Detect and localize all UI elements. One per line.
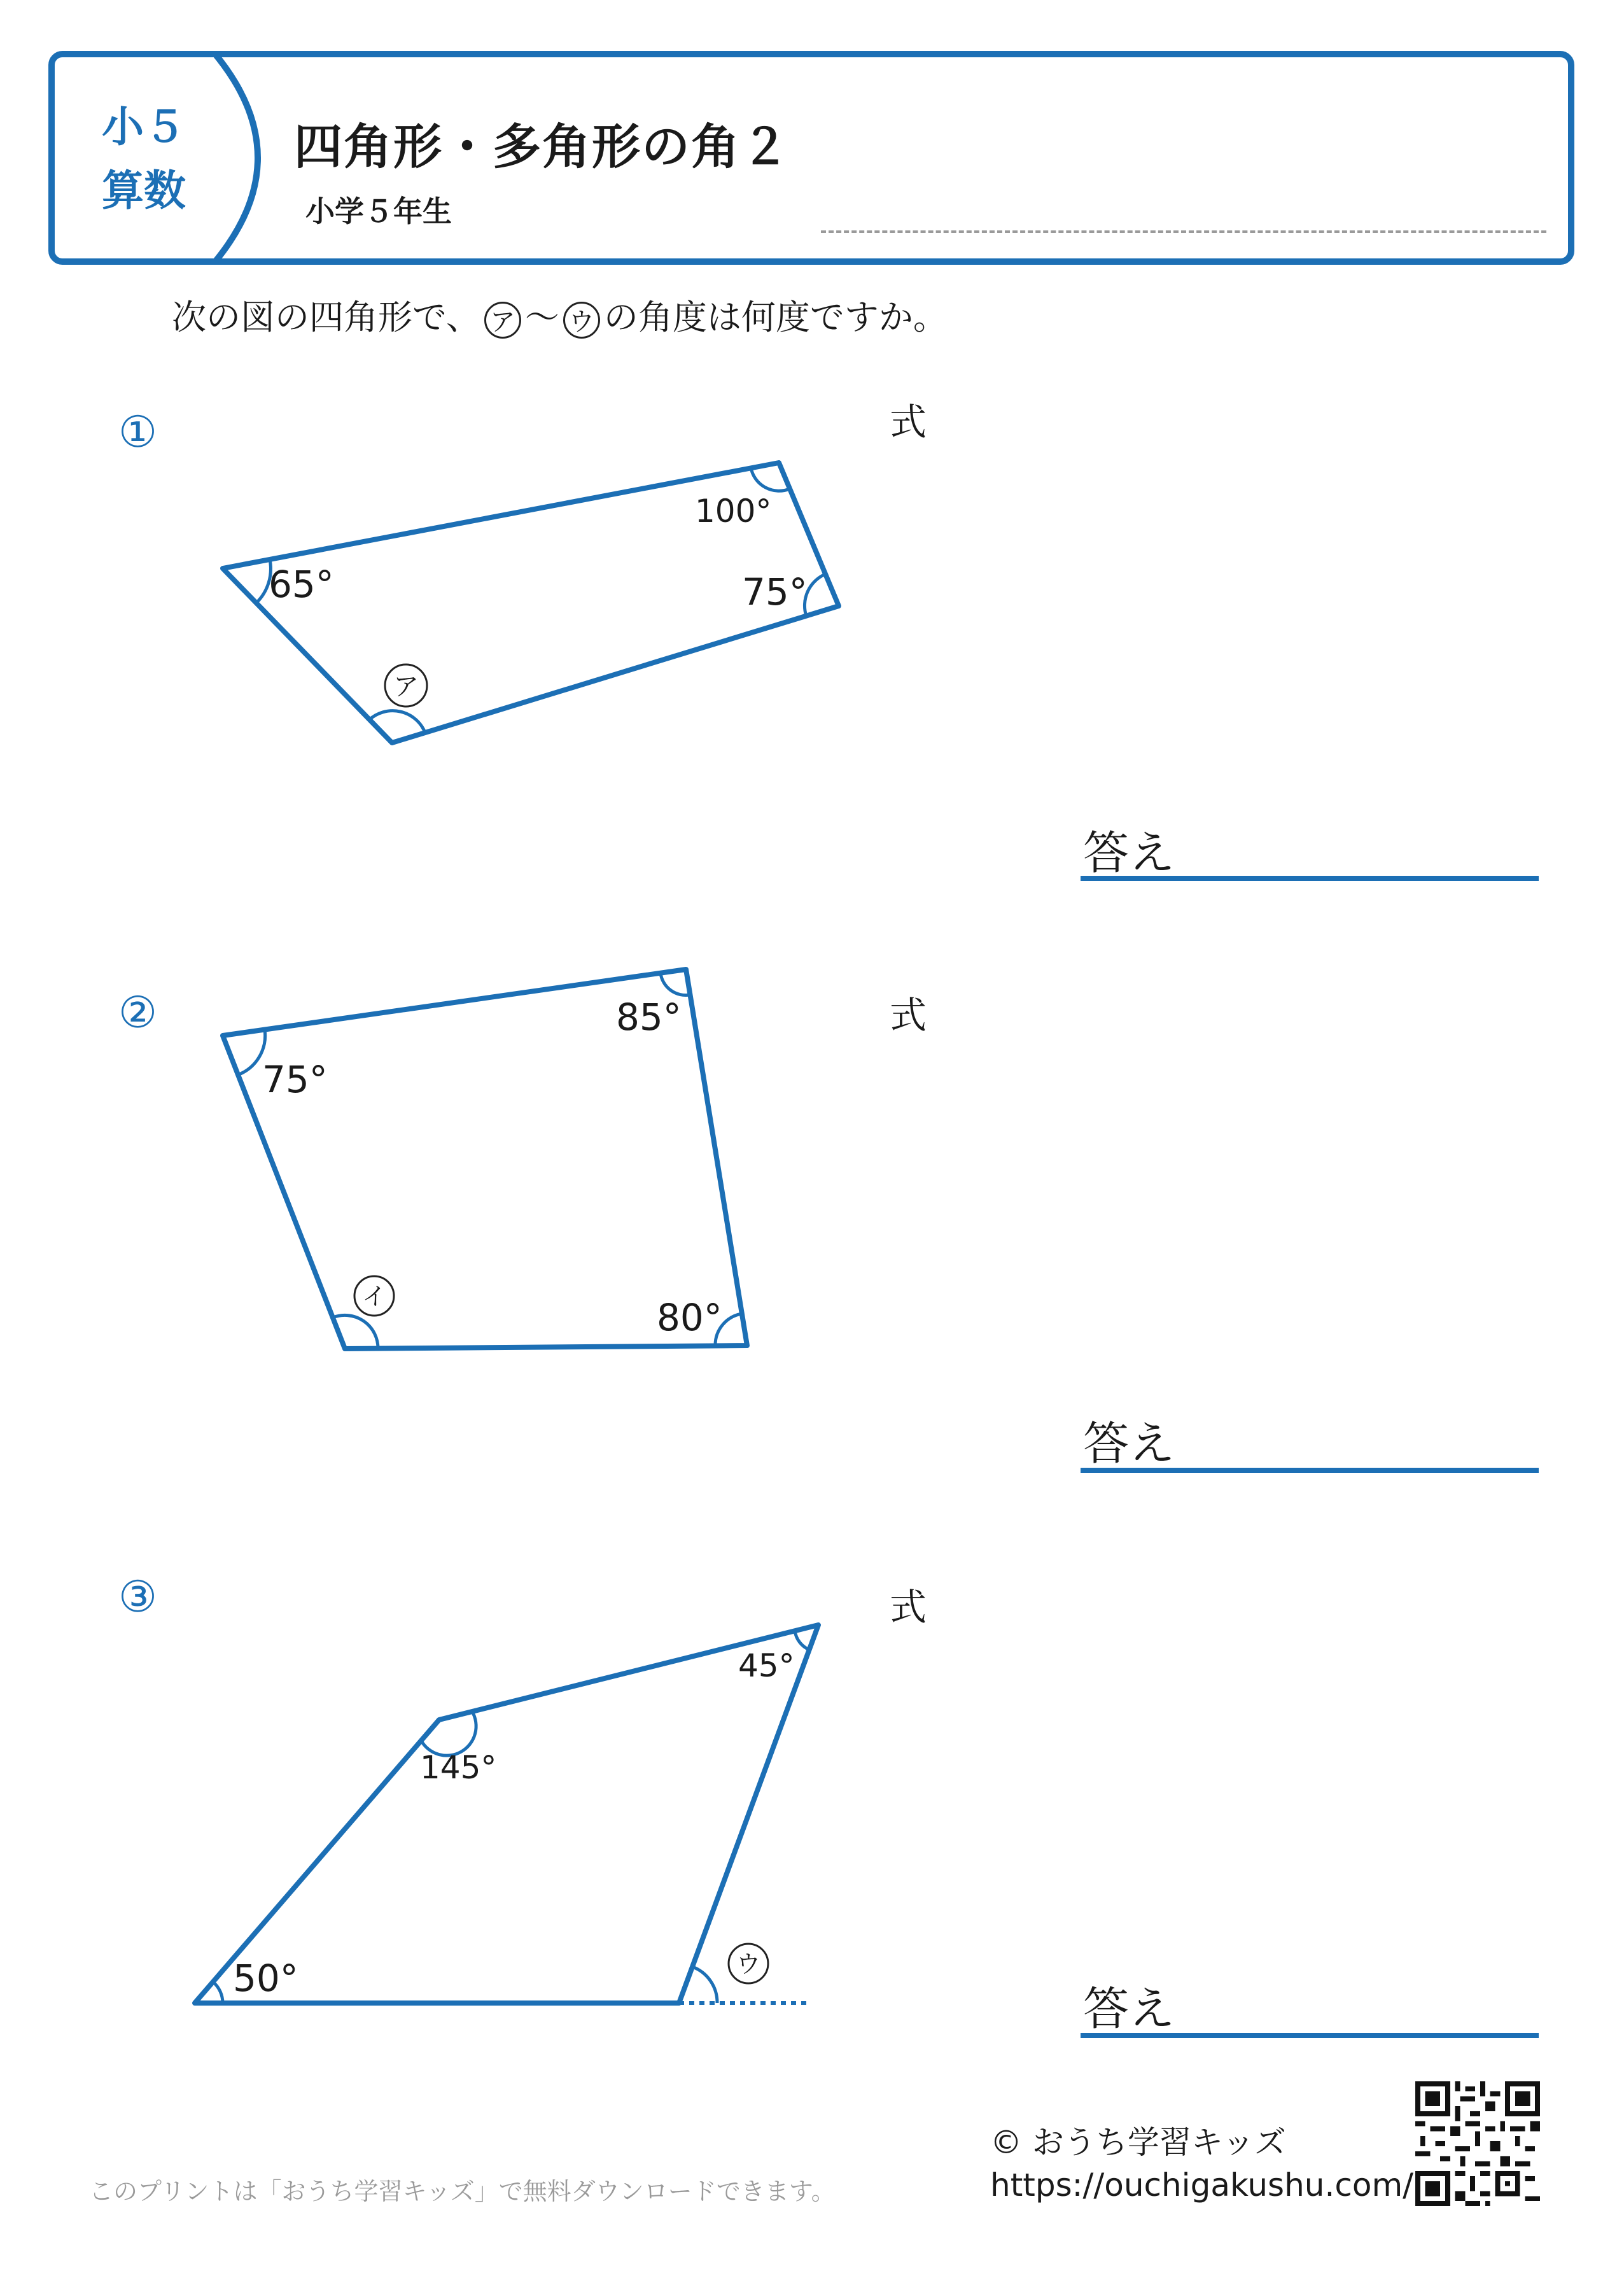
quad-1-arc-a bbox=[256, 559, 270, 603]
angle-label-1-a: 65° bbox=[269, 563, 334, 606]
quad-1-arc-b bbox=[751, 468, 790, 491]
quad-1-arc-c bbox=[804, 574, 825, 616]
problem-3-answer-line[interactable] bbox=[1081, 2033, 1539, 2038]
unknown-circle-3 bbox=[729, 1944, 768, 1983]
problem-2-number: ② bbox=[118, 988, 157, 1038]
quad-3-arc-c bbox=[795, 1631, 809, 1650]
problem-1-number: ① bbox=[118, 407, 157, 458]
problem-1-answer-line[interactable] bbox=[1081, 876, 1539, 881]
grade-label: 小５ bbox=[102, 102, 186, 151]
angle-label-3-b: 145° bbox=[420, 1749, 497, 1786]
angle-label-1-b: 100° bbox=[695, 493, 772, 530]
mark-start-circle: ア bbox=[484, 302, 521, 339]
grade-tab-divider bbox=[48, 51, 271, 265]
qr-code-icon[interactable] bbox=[1415, 2081, 1540, 2206]
site-url-link[interactable]: https://ouchigakushu.com/ bbox=[990, 2167, 1414, 2204]
angle-label-1-c: 75° bbox=[742, 570, 808, 614]
quad-2-arc-a bbox=[237, 1030, 265, 1075]
problem-2-shiki-label: 式 bbox=[890, 994, 927, 1037]
quad-2-arc-c bbox=[715, 1314, 742, 1346]
quad-3-arc-a bbox=[213, 1982, 223, 2003]
unknown-circle-2 bbox=[354, 1276, 394, 1316]
quadrilateral-1 bbox=[223, 463, 839, 743]
problem-2-answer-label: 答え bbox=[1083, 1417, 1175, 1470]
quadrilateral-3 bbox=[195, 1625, 818, 2003]
page-title: 四角形・多角形の角２ bbox=[294, 118, 790, 175]
quad-1-outline bbox=[223, 463, 839, 743]
problem-3-shiki-label: 式 bbox=[890, 1585, 927, 1629]
problem-1-answer-label: 答え bbox=[1083, 826, 1175, 880]
quad-2-arc-b bbox=[661, 973, 690, 995]
instruction-tilde: 〜 bbox=[524, 297, 559, 337]
angle-label-2-c: 80° bbox=[657, 1296, 722, 1339]
mark-end-circle: ウ bbox=[563, 302, 600, 339]
problem-3-answer-label: 答え bbox=[1083, 1982, 1175, 2035]
unknown-label-2: イ bbox=[361, 1283, 387, 1311]
copyright-text: © おうち学習キッズ bbox=[990, 2124, 1286, 2161]
subject-label: 算数 bbox=[102, 166, 186, 215]
quadrilateral-2 bbox=[223, 969, 747, 1349]
quad-1-arc-unknown bbox=[369, 711, 425, 733]
quad-2-arc-unknown bbox=[333, 1315, 378, 1349]
name-write-line[interactable] bbox=[821, 230, 1546, 233]
quad-2-outline bbox=[223, 969, 747, 1349]
quad-3-outline bbox=[195, 1625, 818, 2003]
angle-label-2-b: 85° bbox=[616, 995, 682, 1039]
quad-3-arc-b bbox=[421, 1712, 476, 1755]
problem-2-answer-line[interactable] bbox=[1081, 1468, 1539, 1473]
angle-label-2-a: 75° bbox=[262, 1058, 328, 1101]
unknown-label-3: ウ bbox=[736, 1950, 761, 1978]
quad-3-arc-unknown bbox=[692, 1967, 717, 2003]
angle-label-3-c: 45° bbox=[738, 1647, 795, 1684]
unknown-label-1: ア bbox=[393, 672, 419, 701]
footer-note: このプリントは「おうち学習キッズ」で無料ダウンロードできます。 bbox=[89, 2177, 836, 2205]
instruction-text bbox=[172, 290, 948, 339]
problem-1-shiki-label: 式 bbox=[890, 400, 927, 444]
angle-label-3-a: 50° bbox=[233, 1957, 298, 2000]
instruction-before: 次の図の四角形で、 bbox=[172, 297, 480, 337]
unknown-circle-1 bbox=[385, 664, 427, 707]
instruction-after: の角度は何度ですか。 bbox=[603, 297, 948, 337]
problem-3-number: ③ bbox=[118, 1572, 157, 1622]
page-subtitle: 小学５年生 bbox=[305, 194, 452, 229]
